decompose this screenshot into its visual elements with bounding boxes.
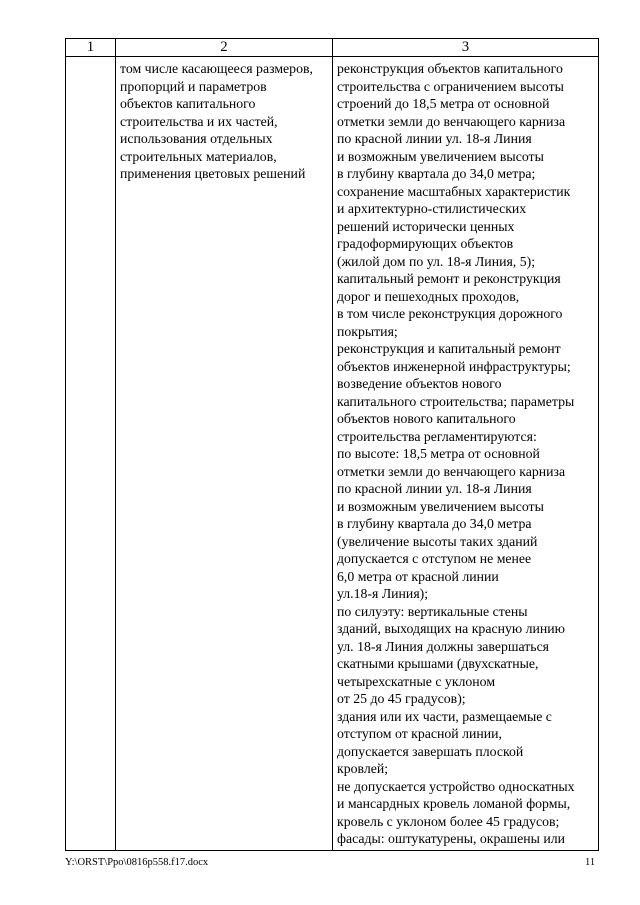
text-line: реконструкция объектов капитального bbox=[337, 61, 563, 76]
text-line: допускается с отступом не менее bbox=[337, 551, 532, 566]
text-line: от 25 до 45 градусов); bbox=[337, 691, 466, 706]
text-line: капитальный ремонт и реконструкция bbox=[337, 271, 561, 286]
table-row bbox=[66, 57, 599, 851]
text-line: строений до 18,5 метра от основной bbox=[337, 96, 550, 111]
text-line: пропорций и параметров bbox=[120, 78, 267, 94]
text-line: объектов нового капитального bbox=[337, 411, 516, 426]
table-header-row bbox=[66, 39, 599, 57]
text-line: допускается завершать плоской bbox=[337, 743, 524, 759]
text-line: капитального строительства; параметры bbox=[337, 393, 575, 409]
text-line: не допускается устройство односкатных bbox=[337, 778, 575, 794]
text-line: градоформирующих объектов bbox=[337, 236, 514, 251]
column-header-1: 1 bbox=[66, 39, 116, 57]
text-line: и возможным увеличением высоты bbox=[337, 498, 544, 514]
text-line: кровлей; bbox=[337, 761, 389, 776]
text-line: объектов капитального bbox=[120, 96, 256, 111]
text-line: применения цветовых решений bbox=[120, 166, 306, 181]
column-header-3: 3 bbox=[333, 39, 599, 57]
text-line: кровель с уклоном более 45 градусов; bbox=[337, 813, 560, 829]
text-line: в том числе реконструкция дорожного bbox=[337, 306, 563, 321]
text-line: отметки земли до венчающего карниза bbox=[337, 113, 566, 129]
text-line: зданий, выходящих на красную линию bbox=[337, 621, 565, 636]
text-line: (жилой дом по ул. 18-я Линия, 5); bbox=[337, 253, 536, 269]
text-line: строительных материалов, bbox=[120, 148, 277, 164]
text-line: реконструкция и капитальный ремонт bbox=[337, 341, 561, 356]
text-line: по высоте: 18,5 метра от основной bbox=[337, 446, 540, 461]
text-line: ул. 18-я Линия должны завершаться bbox=[337, 638, 550, 654]
text-line: использования отдельных bbox=[120, 131, 273, 146]
text-line: в глубину квартала до 34,0 метра; bbox=[337, 166, 536, 181]
text-line: по силуэту: вертикальные стены bbox=[337, 603, 528, 619]
text-line: в глубину квартала до 34,0 метра bbox=[337, 516, 532, 531]
text-line: возведение объектов нового bbox=[337, 376, 502, 391]
text-line: ул.18-я Линия); bbox=[337, 586, 429, 601]
text-line: (увеличение высоты таких зданий bbox=[337, 533, 538, 549]
regulation-table bbox=[65, 38, 599, 851]
text-line: отметки земли до венчающего карниза bbox=[337, 463, 566, 479]
footer-file-path: Y:\ORST\Ppo\0816p558.f17.docx bbox=[65, 857, 209, 868]
text-line: сохранение масштабных характеристик bbox=[337, 183, 571, 199]
text-line: строительства и их частей, bbox=[120, 113, 278, 129]
column-1-cell bbox=[66, 57, 116, 851]
text-line: отступом от красной линии, bbox=[337, 726, 503, 741]
text-line: по красной линии ул. 18-я Линия bbox=[337, 481, 532, 496]
text-line: и мансардных кровель ломаной формы, bbox=[337, 796, 571, 811]
column-3-cell bbox=[333, 57, 599, 851]
text-line: дорог и пешеходных проходов, bbox=[337, 288, 520, 304]
text-line: объектов инженерной инфраструктуры; bbox=[337, 358, 571, 374]
column-2-cell bbox=[116, 57, 333, 851]
text-line: том числе касающееся размеров, bbox=[120, 61, 313, 76]
text-line: строительства регламентируются: bbox=[337, 428, 537, 444]
text-line: и возможным увеличением высоты bbox=[337, 148, 544, 164]
text-line: четырехскатные с уклоном bbox=[337, 673, 496, 689]
column-header-2: 2 bbox=[116, 39, 333, 57]
text-line: 6,0 метра от красной линии bbox=[337, 568, 499, 584]
text-line: покрытия; bbox=[337, 323, 398, 339]
footer-page-number: 11 bbox=[585, 857, 596, 868]
text-line: фасады: оштукатурены, окрашены или bbox=[337, 831, 566, 846]
text-line: решений исторически ценных bbox=[337, 218, 515, 234]
text-line: и архитектурно-стилистических bbox=[337, 201, 527, 216]
text-line: скатными крышами (двухскатные, bbox=[337, 656, 539, 671]
text-line: строительства с ограничением высоты bbox=[337, 78, 564, 94]
text-line: здания или их части, размещаемые с bbox=[337, 708, 552, 724]
text-line: по красной линии ул. 18-я Линия bbox=[337, 131, 532, 146]
